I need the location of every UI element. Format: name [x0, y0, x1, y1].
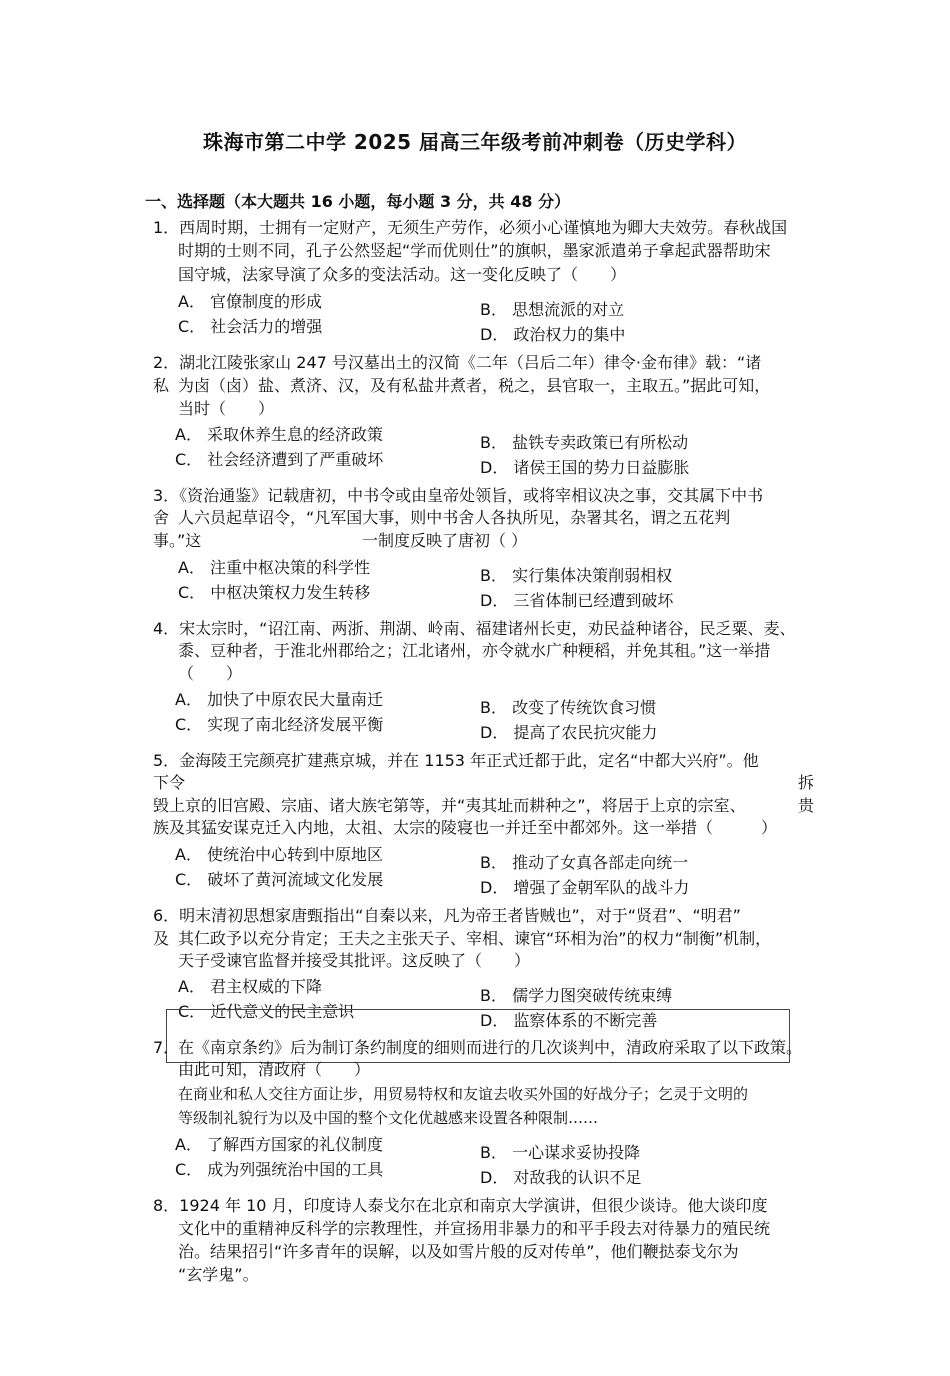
q6-line-1: 6．明末清初思想家唐甄指出“自秦以来，凡为帝王者皆贼也”，对于“贤君”、“明君”: [153, 906, 741, 925]
q2-line-1: 2．湖北江陵张家山 247 号汉墓出土的汉简《二年（吕后二年）律令·金布律》载：“诸: [153, 353, 762, 372]
q3-option-d[interactable]: D． 三省体制已经遭到破坏: [480, 591, 674, 610]
q2-line-2-prefix: 私: [153, 376, 170, 395]
q5-line-1: 5．金海陵王完颜亮扩建燕京城，并在 1153 年正式迁都于此，定名“中都大兴府”。他: [153, 751, 759, 770]
q2-line-3: 当时（ ）: [178, 399, 275, 418]
q5-line-3-right: 贵: [798, 796, 815, 815]
q1-line-2: 时期的士则不同，孔子公然竖起“学而优则仕”的旗帜，墨家派遣弟子拿起武器帮助宋: [178, 241, 771, 260]
q8-line-2: 文化中的重精神反科学的宗教理性，并宣扬用非暴力的和平手段去对待暴力的殖民统: [178, 1219, 771, 1238]
q4-line-3: （ ）: [178, 664, 243, 683]
q7-option-d[interactable]: D． 对敌我的认识不足: [480, 1168, 642, 1187]
q4-option-d[interactable]: D． 提高了农民抗灾能力: [480, 723, 658, 742]
q5-line-3: 毁上京的旧宫殿、宗庙、诸大族宅第等，并“夷其址而耕种之”，将居于上京的宗室、: [153, 796, 746, 815]
q3-option-b[interactable]: B． 实行集体决策削弱相权: [480, 566, 673, 585]
q4-option-c[interactable]: C． 实现了南北经济发展平衡: [175, 715, 384, 734]
q5-option-d[interactable]: D． 增强了金朝军队的战斗力: [480, 878, 690, 897]
q8-line-3: 治。结果招引“许多青年的误解，以及如雪片般的反对传单”，他们鞭挞泰戈尔为: [178, 1242, 739, 1261]
q1-line-1: 1．西周时期，士拥有一定财产，无须生产劳作，必须小心谨慎地为卿大夫效劳。春秋战国: [153, 218, 788, 237]
q1-option-c[interactable]: C． 社会活力的增强: [178, 317, 323, 336]
page-title: 珠海市第二中学 2025 届高三年级考前冲刺卷（历史学科）: [202, 130, 748, 154]
q7-line-1: 在《南京条约》后为制订条约制度的细则而进行的几次谈判中，清政府采取了以下政策。: [178, 1038, 803, 1057]
q5-option-b[interactable]: B． 推动了女真各部走向统一: [480, 853, 689, 872]
q7-line-2: 由此可知，清政府（ ）: [178, 1060, 371, 1079]
q1-option-a[interactable]: A． 官僚制度的形成: [178, 292, 323, 311]
q4-line-1: 4．宋太宗时，“诏江南、两浙、荆湖、岭南、福建诸州长吏，劝民益种诸谷，民乏粟、麦、: [153, 619, 796, 638]
q3-option-c[interactable]: C． 中枢决策权力发生转移: [178, 583, 371, 602]
q7-option-b[interactable]: B． 一心谋求妥协投降: [480, 1143, 641, 1162]
q4-option-a[interactable]: A． 加快了中原农民大量南迁: [175, 690, 384, 709]
q3-line-3a: 事。”这: [153, 531, 202, 550]
q2-line-2: 为卤（卤）盐、煮济、汉，及有私盐井煮者，税之，县官取一，主取五。”据此可知，: [178, 376, 771, 395]
q2-option-d[interactable]: D． 诸侯王国的势力日益膨胀: [480, 458, 690, 477]
q2-option-c[interactable]: C． 社会经济遭到了严重破坏: [175, 450, 384, 469]
q7-option-c[interactable]: C． 成为列强统治中国的工具: [175, 1160, 384, 1179]
q6-option-c[interactable]: C． 近代意义的民主意识: [178, 1002, 355, 1021]
q6-line-2: 其仁政予以充分肯定；王夫之主张天子、宰相、谏官“环相为治”的权力“制衡”机制，: [178, 929, 772, 948]
q7-option-a[interactable]: A． 了解西方国家的礼仪制度: [175, 1135, 384, 1154]
q5-line-4: 族及其猛安谋克迁入内地，太祖、太宗的陵寝也一并迁至中都郊外。这一举措（ ）: [153, 818, 778, 837]
q5-option-c[interactable]: C． 破坏了黄河流域文化发展: [175, 870, 384, 889]
q4-line-2: 黍、豆种者，于淮北州郡给之；江北诸州，亦令就水广种粳稻，并免其租。”这一举措: [178, 641, 771, 660]
q6-line-3: 天子受谏官监督并接受其批评。这反映了（ ）: [178, 951, 531, 970]
q1-option-d[interactable]: D． 政治权力的集中: [480, 325, 626, 344]
q3-line-3b: 一制度反映了唐初（ ）: [362, 531, 528, 550]
q6-option-a[interactable]: A． 君主权威的下降: [178, 977, 323, 996]
q7-number: 7．: [153, 1038, 180, 1057]
section-heading: 一、选择题（本大题共 16 小题，每小题 3 分，共 48 分）: [145, 192, 571, 211]
q8-line-4: “玄学鬼”。: [178, 1265, 259, 1284]
q7-quote-line-1: 在商业和私人交往方面让步，用贸易特权和友谊去收买外国的好战分子；乞灵于文明的: [178, 1085, 749, 1103]
q2-option-b[interactable]: B． 盐铁专卖政策已有所松动: [480, 433, 689, 452]
q3-line-2-prefix: 舍: [153, 508, 170, 527]
q8-line-1: 8．1924 年 10 月，印度诗人泰戈尔在北京和南京大学演讲，但很少谈诗。他大谈印度: [153, 1196, 768, 1215]
q5-line-2-left: 下令: [153, 773, 186, 792]
q6-option-d[interactable]: D． 监察体系的不断完善: [480, 1011, 658, 1030]
q6-option-b[interactable]: B． 儒学力图突破传统束缚: [480, 986, 673, 1005]
q3-line-2: 人六员起草诏令，“凡军国大事，则中书舍人各执所见，杂署其名，谓之五花判: [178, 508, 731, 527]
q5-option-a[interactable]: A． 使统治中心转到中原地区: [175, 845, 384, 864]
q4-option-b[interactable]: B． 改变了传统饮食习惯: [480, 698, 657, 717]
q7-quote-line-2: 等级制礼貌行为以及中国的整个文化优越感来设置各种限制……: [178, 1109, 599, 1127]
q5-line-2-right: 拆: [798, 773, 815, 792]
q1-option-b[interactable]: B． 思想流派的对立: [480, 300, 625, 319]
q1-line-3: 国守城，法家导演了众多的变法活动。这一变化反映了（ ）: [178, 265, 627, 284]
q3-line-1: 3．《资治通鉴》记载唐初，中书令或由皇帝处领旨，或将宰相议决之事，交其属下中书: [153, 486, 764, 505]
q3-option-a[interactable]: A． 注重中枢决策的科学性: [178, 558, 371, 577]
q6-line-2-prefix: 及: [153, 929, 170, 948]
q2-option-a[interactable]: A． 采取休养生息的经济政策: [175, 425, 384, 444]
